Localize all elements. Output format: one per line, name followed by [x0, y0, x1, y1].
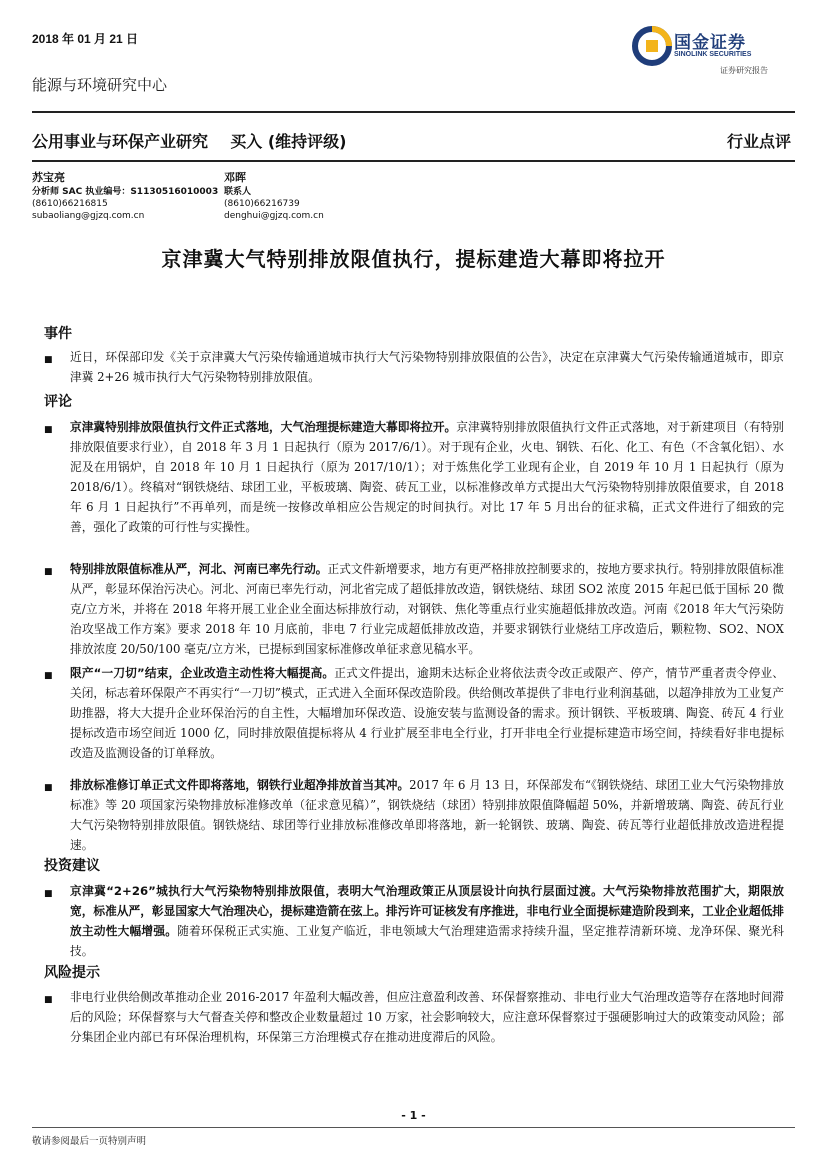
bullet-icon: ■: [44, 355, 53, 365]
paragraph-text: 京津冀特别排放限值执行文件正式落地，对于新建项目（有特别排放限值要求行业），自 2018 年 3 月 1 日起执行（原为 2017/6/1）。对于现有企业，火电、钢铁、石化、化工、有色（不含氧化铝）、水泥及在用锅炉，自 2018 年 10 月 1 日起执行（原为 2017/10/1）；对于炼焦化学工业现有企业，自 2019 年 10 月 1 日起执行（原为 2018/6/1）。终稿对“钢铁烧结、球团工业，平板玻璃、陶瓷、砖瓦工业，以标准修改单方式提出大气污染物特别排放限值要求，自 2018 年 6 月 1 日起执行”不再单列，而是统一按修改单相应公告规定的时间执行。对比 17 年 5 月出台的征求稿，正式文件进行了细致的完善，强化了政策的可行性与实操性。: [70, 420, 784, 534]
paragraph: [44, 776, 784, 856]
author-role: 联系人: [224, 187, 252, 197]
report-type: 行业点评: [726, 132, 791, 151]
paragraph-lead: 排放标准修订单正式文件即将落地，钢铁行业超净排放首当其冲。: [70, 778, 410, 792]
paragraph-text: 近日，环保部印发《关于京津冀大气污染传输通道城市执行大气污染物特别排放限值的公告》，决定在京津冀大气污染传输通道城市，即京津冀 2+26 城市执行大气污染物特别排放限值。: [70, 350, 784, 384]
paragraph-lead: 京津冀“2+26”城执行大气污染物特别排放限值，表明大气治理政策正从顶层设计向执行层面过渡。大气污染物排放范围扩大，期限放宽，标准从严，彰显国家大气治理决心，提标建造箭在弦上。排污许可证核发有序推进，非电行业全面提标建造阶段到来，工业企业超低排放主动性大幅增强。: [70, 884, 784, 938]
author-phone: (8610)66216815: [32, 199, 108, 209]
header-rule-top: [32, 111, 795, 113]
paragraph-text: 随着环保税正式实施、工业复产临近，非电领域大气治理建造需求持续升温，坚定推荐清新环境、龙净环保、聚光科技。: [70, 923, 784, 958]
bullet-icon: ■: [44, 567, 53, 577]
paragraph-lead: 限产“一刀切”结束，企业改造主动性将大幅提高。: [70, 666, 335, 680]
paragraph: [44, 664, 784, 764]
report-heading: 公用事业与环保产业研究 买入 (维持评级): [32, 132, 347, 151]
document-title: 京津冀大气特别排放限值执行，提标建造大幕即将拉开: [161, 247, 666, 271]
section-heading-comment: 评论: [44, 394, 72, 410]
bullet-icon: ■: [44, 783, 53, 793]
paragraph-text: 正式文件提出，逾期未达标企业将依法责令改正或限产、停产，情节严重者责令停业、关闭，标志着环保限产不再实行“一刀切”模式，正式进入全面环保改造阶段。供给侧改革提供了非电行业利润基础，以超净排放为工业复产助推器，将大大提升企业环保治污的自主性，大幅增加环保改造、设施安装与监测设备的需求。预计钢铁、平板玻璃、陶瓷、砖瓦 4 行业提标改造市场空间近 1000 亿，同时排放限值提标将从 4 行业扩展至非电全行业，打开非电全行业提标建造市场空间，持续看好非电提标改造及监测设备的订单释放。: [70, 666, 784, 760]
author-email[interactable]: denghui@gjzq.com.cn: [224, 211, 324, 221]
header-rule-bottom: [32, 160, 795, 162]
author-name: 邓晖: [224, 171, 246, 184]
paragraph: [44, 560, 784, 660]
section-heading-event: 事件: [44, 326, 72, 342]
paragraph-text: 非电行业供给侧改革推动企业 2016-2017 年盈利大幅改善，但应注意盈利改善、环保督察推动、非电行业大气治理改造等存在落地时间滞后的风险；环保督察与大气督查关停和整改企业数量超过 10 万家，社会影响较大，应注意环保督察过于强硬影响过大的政策变动风险；部分集团企业内部已有环保治理机构，环保第三方治理模式存在推动进度滞后的风险。: [70, 990, 784, 1044]
section-heading-risk: 风险提示: [44, 965, 100, 981]
section-heading-invest: 投资建议: [44, 858, 100, 874]
bullet-icon: ■: [44, 671, 53, 681]
bullet-icon: ■: [44, 425, 53, 435]
logo-chinese-name: 国金证券: [674, 33, 746, 53]
paragraph: [44, 418, 784, 537]
footer-note[interactable]: 敬请参阅最后一页特别声明: [32, 1136, 147, 1147]
report-date: 2018 年 01 月 21 日: [32, 32, 139, 46]
company-logo: [632, 24, 792, 76]
logo-english-name: SINOLINK SECURITIES: [674, 51, 752, 58]
bullet-icon: ■: [44, 995, 53, 1005]
author-phone: (8610)66216739: [224, 199, 300, 209]
paragraph-text: 2017 年 6 月 13 日，环保部发布“《钢铁烧结、球团工业大气污染物排放标准》等 20 项国家污染物排放标准修改单（征求意见稿）”，钢铁烧结（球团）特别排放限值降幅超 50%，并新增玻璃、陶瓷、砖瓦行业大气污染物特别排放限值。钢铁烧结、球团等行业排放标准修改单即将落地，新一轮钢铁、玻璃、陶瓷、砖瓦等行业超低排放改造进程提速。: [70, 778, 784, 852]
paragraph-lead: 京津冀特别排放限值执行文件正式落地，大气治理提标建造大幕即将拉开。: [70, 420, 457, 434]
footer-rule: [32, 1127, 795, 1128]
paragraph: [44, 988, 784, 1048]
author-role: 分析师 SAC 执业编号：S1130516010003: [32, 187, 219, 197]
paragraph-text: 正式文件新增要求，地方有更严格排放控制要求的，按地方要求执行。特别排放限值标准从严，彰显环保治污决心。河北、河南已率先行动，河北省完成了超低排放改造，钢铁烧结、球团 SO2 浓度 2015 年起已低于国标 20 微克/立方米，并将在 2018 年将开展工业企业全面达标排放行动，对钢铁、焦化等重点行业实施超低排放改造。河南《2018 年大气污染防治攻坚战工作方案》要求 2018 年 10 月底前，非电 7 行业完成超低排放改造，并要求钢铁行业烧结工序改造后，颗粒物、SO2、NOX 排放浓度 20/50/100 毫克/立方米，已提标到国家标准修改单征求意见稿水平。: [70, 562, 784, 656]
author-card: [224, 172, 324, 222]
bullet-icon: ■: [44, 889, 53, 899]
paragraph-lead: 特别排放限值标准从严，河北、河南已率先行动。: [70, 562, 328, 576]
author-email[interactable]: subaoliang@gjzq.com.cn: [32, 211, 145, 221]
logo-mark-icon: [632, 26, 672, 66]
author-card: [32, 172, 218, 222]
research-center: 能源与环境研究中心: [32, 76, 168, 94]
paragraph: [44, 348, 784, 388]
author-name: 苏宝亮: [32, 171, 65, 184]
paragraph: [44, 882, 784, 962]
page-number: - 1 -: [401, 1109, 426, 1122]
report-kind-label: 证券研究报告: [720, 66, 768, 75]
